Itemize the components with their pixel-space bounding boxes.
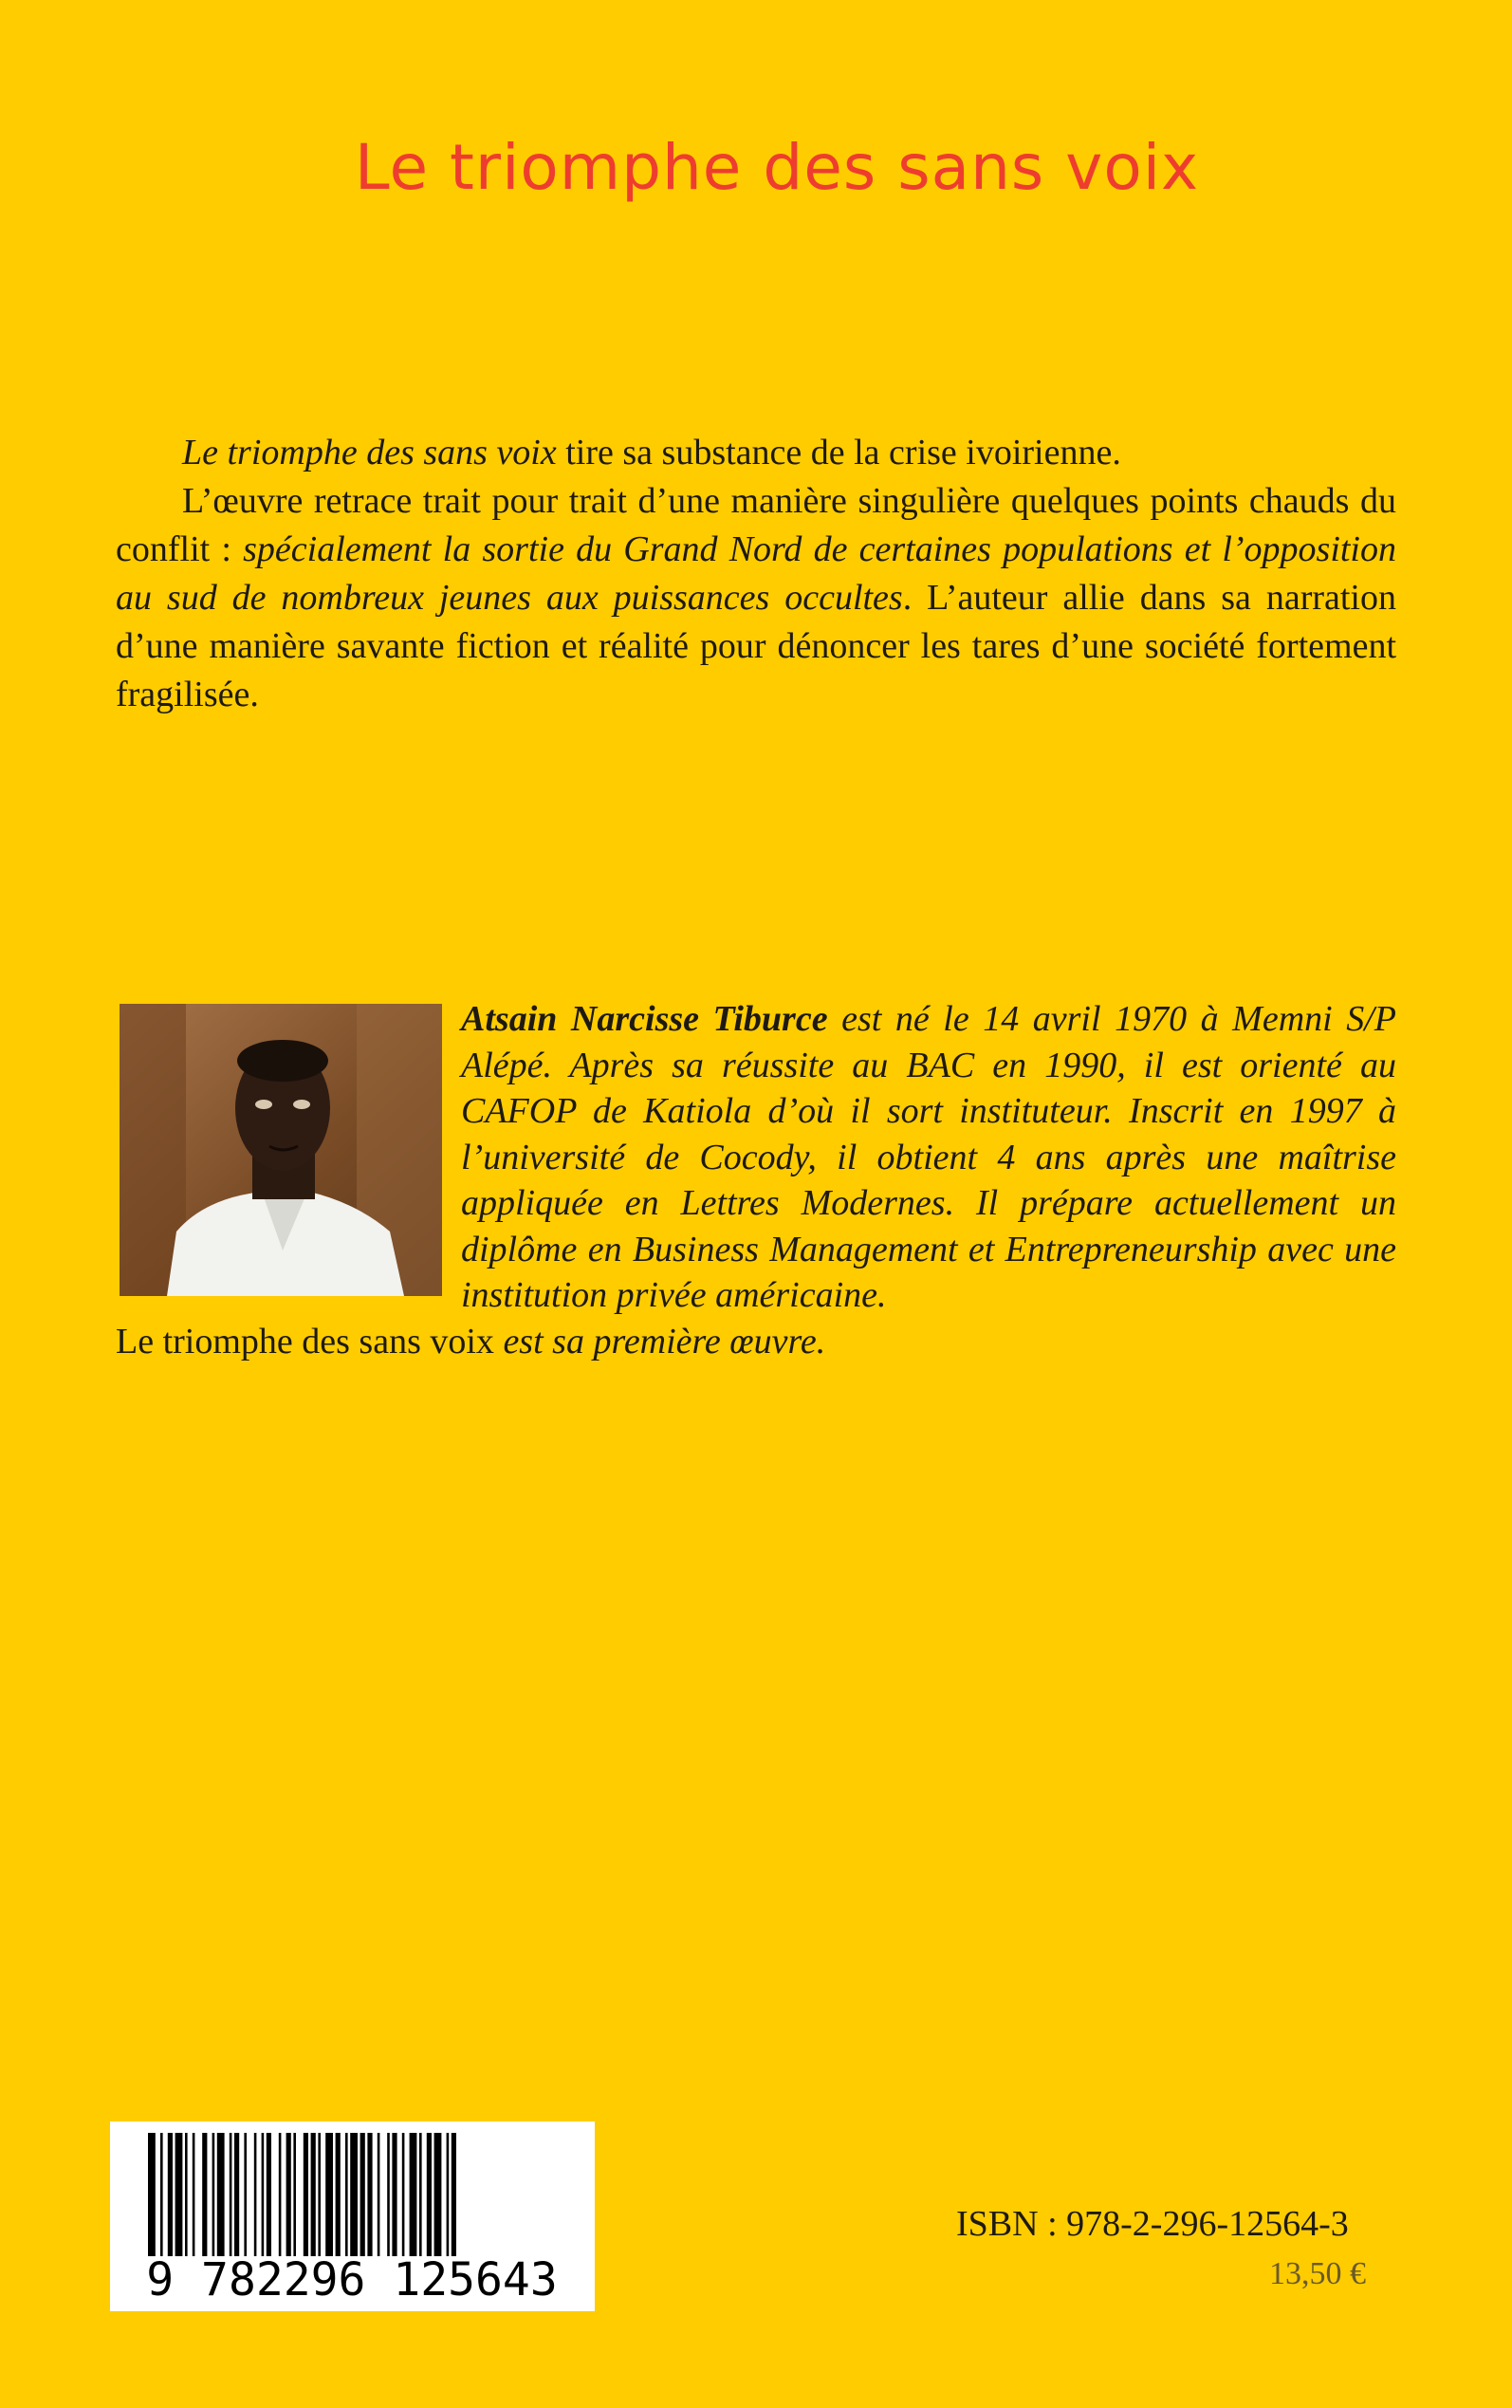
barcode-bar (262, 2133, 265, 2256)
first-work-text: est sa première œuvre. (493, 1321, 826, 1361)
barcode-bar (452, 2133, 456, 2256)
barcode-bar (267, 2133, 271, 2256)
barcode-bar (286, 2133, 291, 2256)
barcode-bar (427, 2133, 432, 2256)
summary-paragraph-1 (116, 429, 1396, 477)
barcode-bar (318, 2133, 321, 2256)
barcode-bar (410, 2133, 417, 2256)
barcode-bar (168, 2133, 173, 2256)
isbn-barcode (110, 2121, 595, 2311)
barcode-bar (193, 2133, 195, 2256)
barcode-bar (434, 2133, 442, 2256)
book-title: Le triomphe des sans voix (354, 131, 1200, 204)
barcode-bar (311, 2133, 316, 2256)
barcode-bar (217, 2133, 225, 2256)
biography-text: est né le 14 avril 1970 à Memni S/P Alépé. Après sa réussite au BAC en 1990, il est orienté au CAFOP de Katiola d’où il sort instituteur. Inscrit en 1997 à l’université de Cocody, il obtient 4 ans après une maîtrise appliquée en Lettres Modernes. Il prépare actuellement un diplôme en Business Management et Entrepreneurship avec une institution privée américaine. (461, 999, 1396, 1315)
barcode-bar (212, 2133, 215, 2256)
summary-text: tire sa substance de la crise ivoirienne. (556, 433, 1121, 472)
barcode-bar (148, 2133, 156, 2256)
barcode-bar (419, 2133, 422, 2256)
barcode-bar (336, 2133, 341, 2256)
barcode-bar (345, 2133, 348, 2256)
first-work-line (116, 1319, 1396, 1365)
back-cover-summary (116, 429, 1396, 719)
price: 13,50 € (1269, 2256, 1366, 2291)
barcode-graphic (110, 2121, 595, 2311)
barcode-digits: 9 782296 125643 (146, 2253, 558, 2306)
barcode-bar (392, 2133, 396, 2256)
barcode-bar (447, 2133, 450, 2256)
barcode-bar (202, 2133, 207, 2256)
barcode-bar (350, 2133, 358, 2256)
barcode-bar (279, 2133, 282, 2256)
summary-text: . L’auteur allie dans sa narration d’une manière savante fiction et réalité pour dénoncer les tares d’une société fortement fragilisée. (116, 578, 1396, 714)
first-work-title: Le triomphe des sans voix (116, 1321, 494, 1361)
barcode-bar (325, 2133, 333, 2256)
barcode-bar (175, 2133, 183, 2256)
author-biography (116, 996, 1396, 1364)
barcode-bar (304, 2133, 308, 2256)
summary-paragraph-2 (116, 477, 1396, 719)
isbn-number: ISBN : 978-2-296-12564-3 (956, 2204, 1349, 2244)
barcode-bar (367, 2133, 372, 2256)
barcode-bar (293, 2133, 296, 2256)
summary-book-title: Le triomphe des sans voix (182, 433, 557, 472)
barcode-bar (360, 2133, 365, 2256)
barcode-bar (160, 2133, 163, 2256)
barcode-bar (234, 2133, 239, 2256)
summary-emphasis: spécialement la sortie du Grand Nord de certaines populations et l’opposition au sud de nombreux jeunes aux puissances occultes (116, 529, 1396, 618)
barcode-bar (378, 2133, 380, 2256)
barcode-bar (230, 2133, 232, 2256)
barcode-bar (244, 2133, 247, 2256)
barcode-bar (402, 2133, 405, 2256)
barcode-bar (387, 2133, 390, 2256)
summary-text: L’œuvre retrace trait pour trait d’une manière singulière quelques points chauds du conflit : (116, 481, 1396, 569)
author-name: Atsain Narcisse Tiburce (461, 999, 828, 1039)
barcode-bar (254, 2133, 257, 2256)
barcode-bar (185, 2133, 188, 2256)
